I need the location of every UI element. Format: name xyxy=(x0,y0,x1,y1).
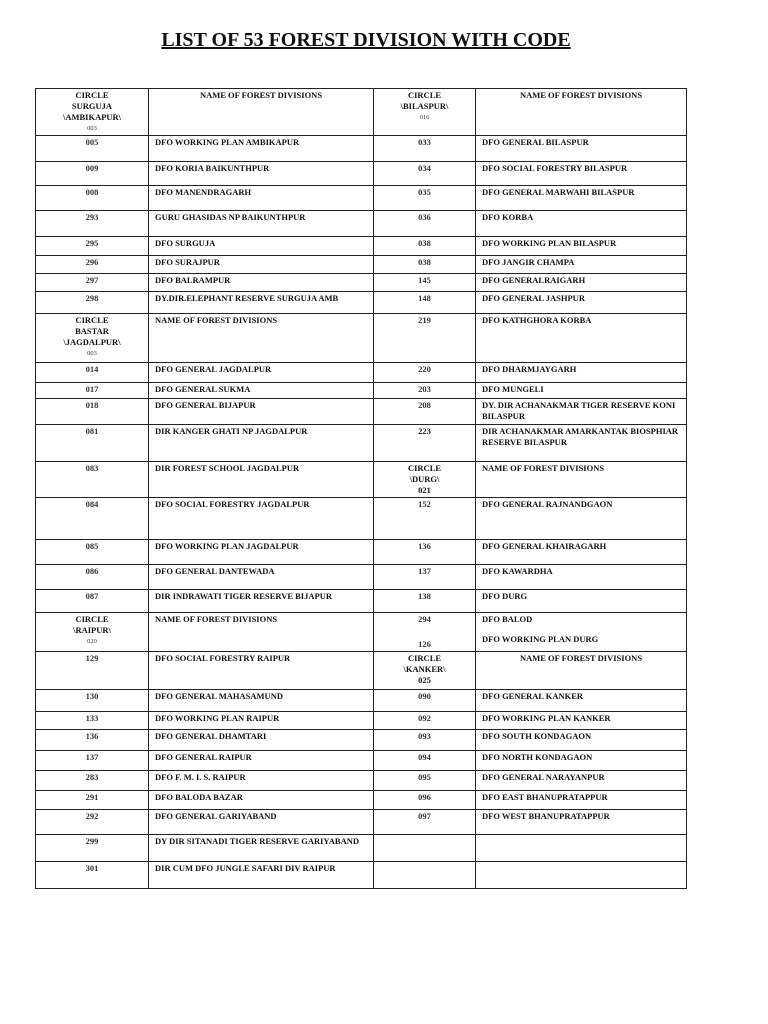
division-code: 038 xyxy=(374,256,476,274)
circle-cell xyxy=(374,89,476,136)
division-code: 086 xyxy=(36,565,149,590)
division-code: 138 xyxy=(374,590,476,613)
division-code: 283 xyxy=(36,771,149,791)
division-name: DFO BALRAMPUR xyxy=(149,274,374,292)
column-header: NAME OF FOREST DIVISIONS xyxy=(149,613,374,652)
division-code: 034 xyxy=(374,162,476,186)
division-code: 095 xyxy=(374,771,476,791)
division-code: 223 xyxy=(374,425,476,462)
division-code: 017 xyxy=(36,383,149,399)
division-name: DFO DURG xyxy=(476,590,687,613)
division-name: DFO GENERAL DHAMTARI xyxy=(149,730,374,751)
circle-region: \JAGDALPUR\ xyxy=(63,337,121,347)
division-code: 008 xyxy=(36,186,149,211)
table-row xyxy=(36,498,687,540)
table-row xyxy=(36,274,687,292)
division-name: DFO SOCIAL FORESTRY BILASPUR xyxy=(476,162,687,186)
division-code: 291 xyxy=(36,791,149,810)
circle-cell xyxy=(36,613,149,652)
division-name: DFO BALOD xyxy=(482,614,533,624)
division-code: 294 xyxy=(418,614,431,624)
division-code: 299 xyxy=(36,835,149,862)
division-name: DFO WORKING PLAN DURG xyxy=(482,634,599,644)
table-row xyxy=(36,835,687,862)
table-row xyxy=(36,211,687,237)
division-code: 136 xyxy=(36,730,149,751)
division-name: DFO GENERAL MAHASAMUND xyxy=(149,690,374,712)
table-row xyxy=(36,399,687,425)
column-header: NAME OF FOREST DIVISIONS xyxy=(476,652,687,690)
table-row xyxy=(36,383,687,399)
circle-cell xyxy=(36,89,149,136)
circle-name: \KANKER\ xyxy=(403,664,446,674)
division-name: DFO GENERAL DANTEWADA xyxy=(149,565,374,590)
table-row xyxy=(36,652,687,690)
division-name: DFO KORBA xyxy=(476,211,687,237)
division-code: 137 xyxy=(374,565,476,590)
division-name: DFO WORKING PLAN AMBIKAPUR xyxy=(149,136,374,162)
division-name: DFO EAST BHANUPRATAPPUR xyxy=(476,791,687,810)
division-name xyxy=(476,835,687,862)
division-name: DFO SOCIAL FORESTRY RAIPUR xyxy=(149,652,374,690)
division-code: 293 xyxy=(36,211,149,237)
division-name: DFO GENERAL JASHPUR xyxy=(476,292,687,314)
division-name: DFO DHARMJAYGARH xyxy=(476,363,687,383)
circle-code: 020 xyxy=(87,638,97,645)
division-name: DIR CUM DFO JUNGLE SAFARI DIV RAIPUR xyxy=(149,862,374,889)
table-row xyxy=(36,89,687,136)
division-code: 133 xyxy=(36,712,149,730)
table-row xyxy=(36,771,687,791)
division-name: DFO KATHGHORA KORBA xyxy=(476,314,687,363)
division-code: 036 xyxy=(374,211,476,237)
division-code: 033 xyxy=(374,136,476,162)
division-name: DFO SURGUJA xyxy=(149,237,374,256)
division-name: DFO SURAJPUR xyxy=(149,256,374,274)
division-name: DIR ACHANAKMAR AMARKANTAK BIOSPHIAR RESERVE BILASPUR xyxy=(476,425,687,462)
division-name: DFO GENERAL RAJNANDGAON xyxy=(476,498,687,540)
division-name: DFO GENERAL BILASPUR xyxy=(476,136,687,162)
division-code: 297 xyxy=(36,274,149,292)
division-code: 090 xyxy=(374,690,476,712)
circle-name: \DURG\ xyxy=(409,474,440,484)
table-row xyxy=(36,751,687,771)
circle-label: CIRCLE xyxy=(75,614,109,624)
division-code: 219 xyxy=(374,314,476,363)
division-name: DFO BALODA BAZAR xyxy=(149,791,374,810)
division-code: 094 xyxy=(374,751,476,771)
division-code: 097 xyxy=(374,810,476,835)
table-row xyxy=(36,314,687,363)
division-code: 092 xyxy=(374,712,476,730)
division-code: 298 xyxy=(36,292,149,314)
division-code: 129 xyxy=(36,652,149,690)
circle-name: SURGUJA xyxy=(71,101,113,111)
division-name: DY DIR SITANADI TIGER RESERVE GARIYABAND xyxy=(149,835,374,862)
division-code: 137 xyxy=(36,751,149,771)
page-title: LIST OF 53 FOREST DIVISION WITH CODE xyxy=(161,29,571,51)
circle-label: CIRCLE xyxy=(75,315,109,325)
table-row xyxy=(36,565,687,590)
forest-division-table xyxy=(35,88,687,889)
circle-label: CIRCLE xyxy=(407,90,442,100)
division-code: 018 xyxy=(36,399,149,425)
division-name: DFO GENERAL NARAYANPUR xyxy=(476,771,687,791)
division-name: DFO SOCIAL FORESTRY JAGDALPUR xyxy=(149,498,374,540)
division-code: 292 xyxy=(36,810,149,835)
circle-code: 003 xyxy=(87,350,97,357)
division-name: DFO WORKING PLAN KANKER xyxy=(476,712,687,730)
division-name: DFO F. M. I. S. RAIPUR xyxy=(149,771,374,791)
division-code xyxy=(374,835,476,862)
division-name: DFO KAWARDHA xyxy=(476,565,687,590)
division-name: DY.DIR.ELEPHANT RESERVE SURGUJA AMB xyxy=(149,292,374,314)
table-row xyxy=(36,540,687,565)
column-header: NAME OF FOREST DIVISIONS xyxy=(476,89,687,136)
division-name: DFO SOUTH KONDAGAON xyxy=(476,730,687,751)
table-row xyxy=(36,136,687,162)
division-code: 296 xyxy=(36,256,149,274)
division-name: DFO GENERAL JAGDALPUR xyxy=(149,363,374,383)
division-code: 035 xyxy=(374,186,476,211)
circle-code: 003 xyxy=(87,125,97,132)
division-name: DFO WEST BHANUPRATAPPUR xyxy=(476,810,687,835)
division-name: DFO JANGIR CHAMPA xyxy=(476,256,687,274)
circle-code: 016 xyxy=(419,114,430,121)
column-header: NAME OF FOREST DIVISIONS xyxy=(149,314,374,363)
division-name: DFO GENERALRAIGARH xyxy=(476,274,687,292)
division-name: DFO GENERAL KANKER xyxy=(476,690,687,712)
division-name: DY. DIR ACHANAKMAR TIGER RESERVE KONI BILASPUR xyxy=(476,399,687,425)
column-header: NAME OF FOREST DIVISIONS xyxy=(149,89,374,136)
table-row xyxy=(36,862,687,889)
division-code: 301 xyxy=(36,862,149,889)
division-code xyxy=(374,862,476,889)
division-name-pair xyxy=(476,613,687,652)
division-code: 085 xyxy=(36,540,149,565)
division-name: DFO GENERAL RAIPUR xyxy=(149,751,374,771)
table-row xyxy=(36,237,687,256)
division-code-pair xyxy=(374,613,476,652)
division-name: DFO WORKING PLAN BILASPUR xyxy=(476,237,687,256)
circle-cell xyxy=(36,314,149,363)
division-code: 014 xyxy=(36,363,149,383)
division-code: 220 xyxy=(374,363,476,383)
circle-cell xyxy=(374,462,476,498)
division-name: DIR INDRAWATI TIGER RESERVE BIJAPUR xyxy=(149,590,374,613)
table-row xyxy=(36,363,687,383)
division-name: GURU GHASIDAS NP BAIKUNTHPUR xyxy=(149,211,374,237)
division-code: 005 xyxy=(36,136,149,162)
division-name: DFO KORIA BAIKUNTHPUR xyxy=(149,162,374,186)
division-code: 130 xyxy=(36,690,149,712)
table-row xyxy=(36,791,687,810)
division-code: 136 xyxy=(374,540,476,565)
column-header: NAME OF FOREST DIVISIONS xyxy=(476,462,687,498)
table-row xyxy=(36,690,687,712)
division-name xyxy=(476,862,687,889)
division-code: 096 xyxy=(374,791,476,810)
division-code: 148 xyxy=(374,292,476,314)
division-name: DFO WORKING PLAN RAIPUR xyxy=(149,712,374,730)
table-row xyxy=(36,425,687,462)
circle-name: \RAIPUR\ xyxy=(73,625,111,635)
circle-label: CIRCLE xyxy=(75,90,109,100)
division-code: 083 xyxy=(36,462,149,498)
circle-code: 021 xyxy=(418,485,431,495)
table-row xyxy=(36,810,687,835)
division-name: DFO GENERAL SUKMA xyxy=(149,383,374,399)
table-row xyxy=(36,162,687,186)
division-code: 152 xyxy=(374,498,476,540)
division-code: 093 xyxy=(374,730,476,751)
division-name: DFO GENERAL GARIYABAND xyxy=(149,810,374,835)
table-row xyxy=(36,730,687,751)
division-name: DFO NORTH KONDAGAON xyxy=(476,751,687,771)
circle-region: \AMBIKAPUR\ xyxy=(62,112,122,122)
division-name: DFO MANENDRAGARH xyxy=(149,186,374,211)
circle-code: 025 xyxy=(418,675,431,685)
division-name: DIR KANGER GHATI NP JAGDALPUR xyxy=(149,425,374,462)
table-row xyxy=(36,613,687,652)
circle-label: CIRCLE xyxy=(407,463,442,473)
division-code: 081 xyxy=(36,425,149,462)
division-code: 203 xyxy=(374,383,476,399)
table-row xyxy=(36,462,687,498)
table-row xyxy=(36,590,687,613)
circle-cell xyxy=(374,652,476,690)
division-name: DFO GENERAL KHAIRAGARH xyxy=(476,540,687,565)
division-code: 084 xyxy=(36,498,149,540)
division-code: 208 xyxy=(374,399,476,425)
division-name: DFO GENERAL MARWAHI BILASPUR xyxy=(476,186,687,211)
division-code: 295 xyxy=(36,237,149,256)
division-code: 126 xyxy=(418,639,431,649)
table-row xyxy=(36,292,687,314)
division-name: DFO MUNGELI xyxy=(476,383,687,399)
division-code: 087 xyxy=(36,590,149,613)
circle-name: \BILASPUR\ xyxy=(400,101,449,111)
circle-name: BASTAR xyxy=(75,326,109,336)
table-row xyxy=(36,256,687,274)
division-name: DFO WORKING PLAN JAGDALPUR xyxy=(149,540,374,565)
division-code: 038 xyxy=(374,237,476,256)
circle-label: CIRCLE xyxy=(407,653,442,663)
table-row xyxy=(36,712,687,730)
division-name: DIR FOREST SCHOOL JAGDALPUR xyxy=(149,462,374,498)
division-code: 145 xyxy=(374,274,476,292)
division-code: 009 xyxy=(36,162,149,186)
table-row xyxy=(36,186,687,211)
division-name: DFO GENERAL BIJAPUR xyxy=(149,399,374,425)
